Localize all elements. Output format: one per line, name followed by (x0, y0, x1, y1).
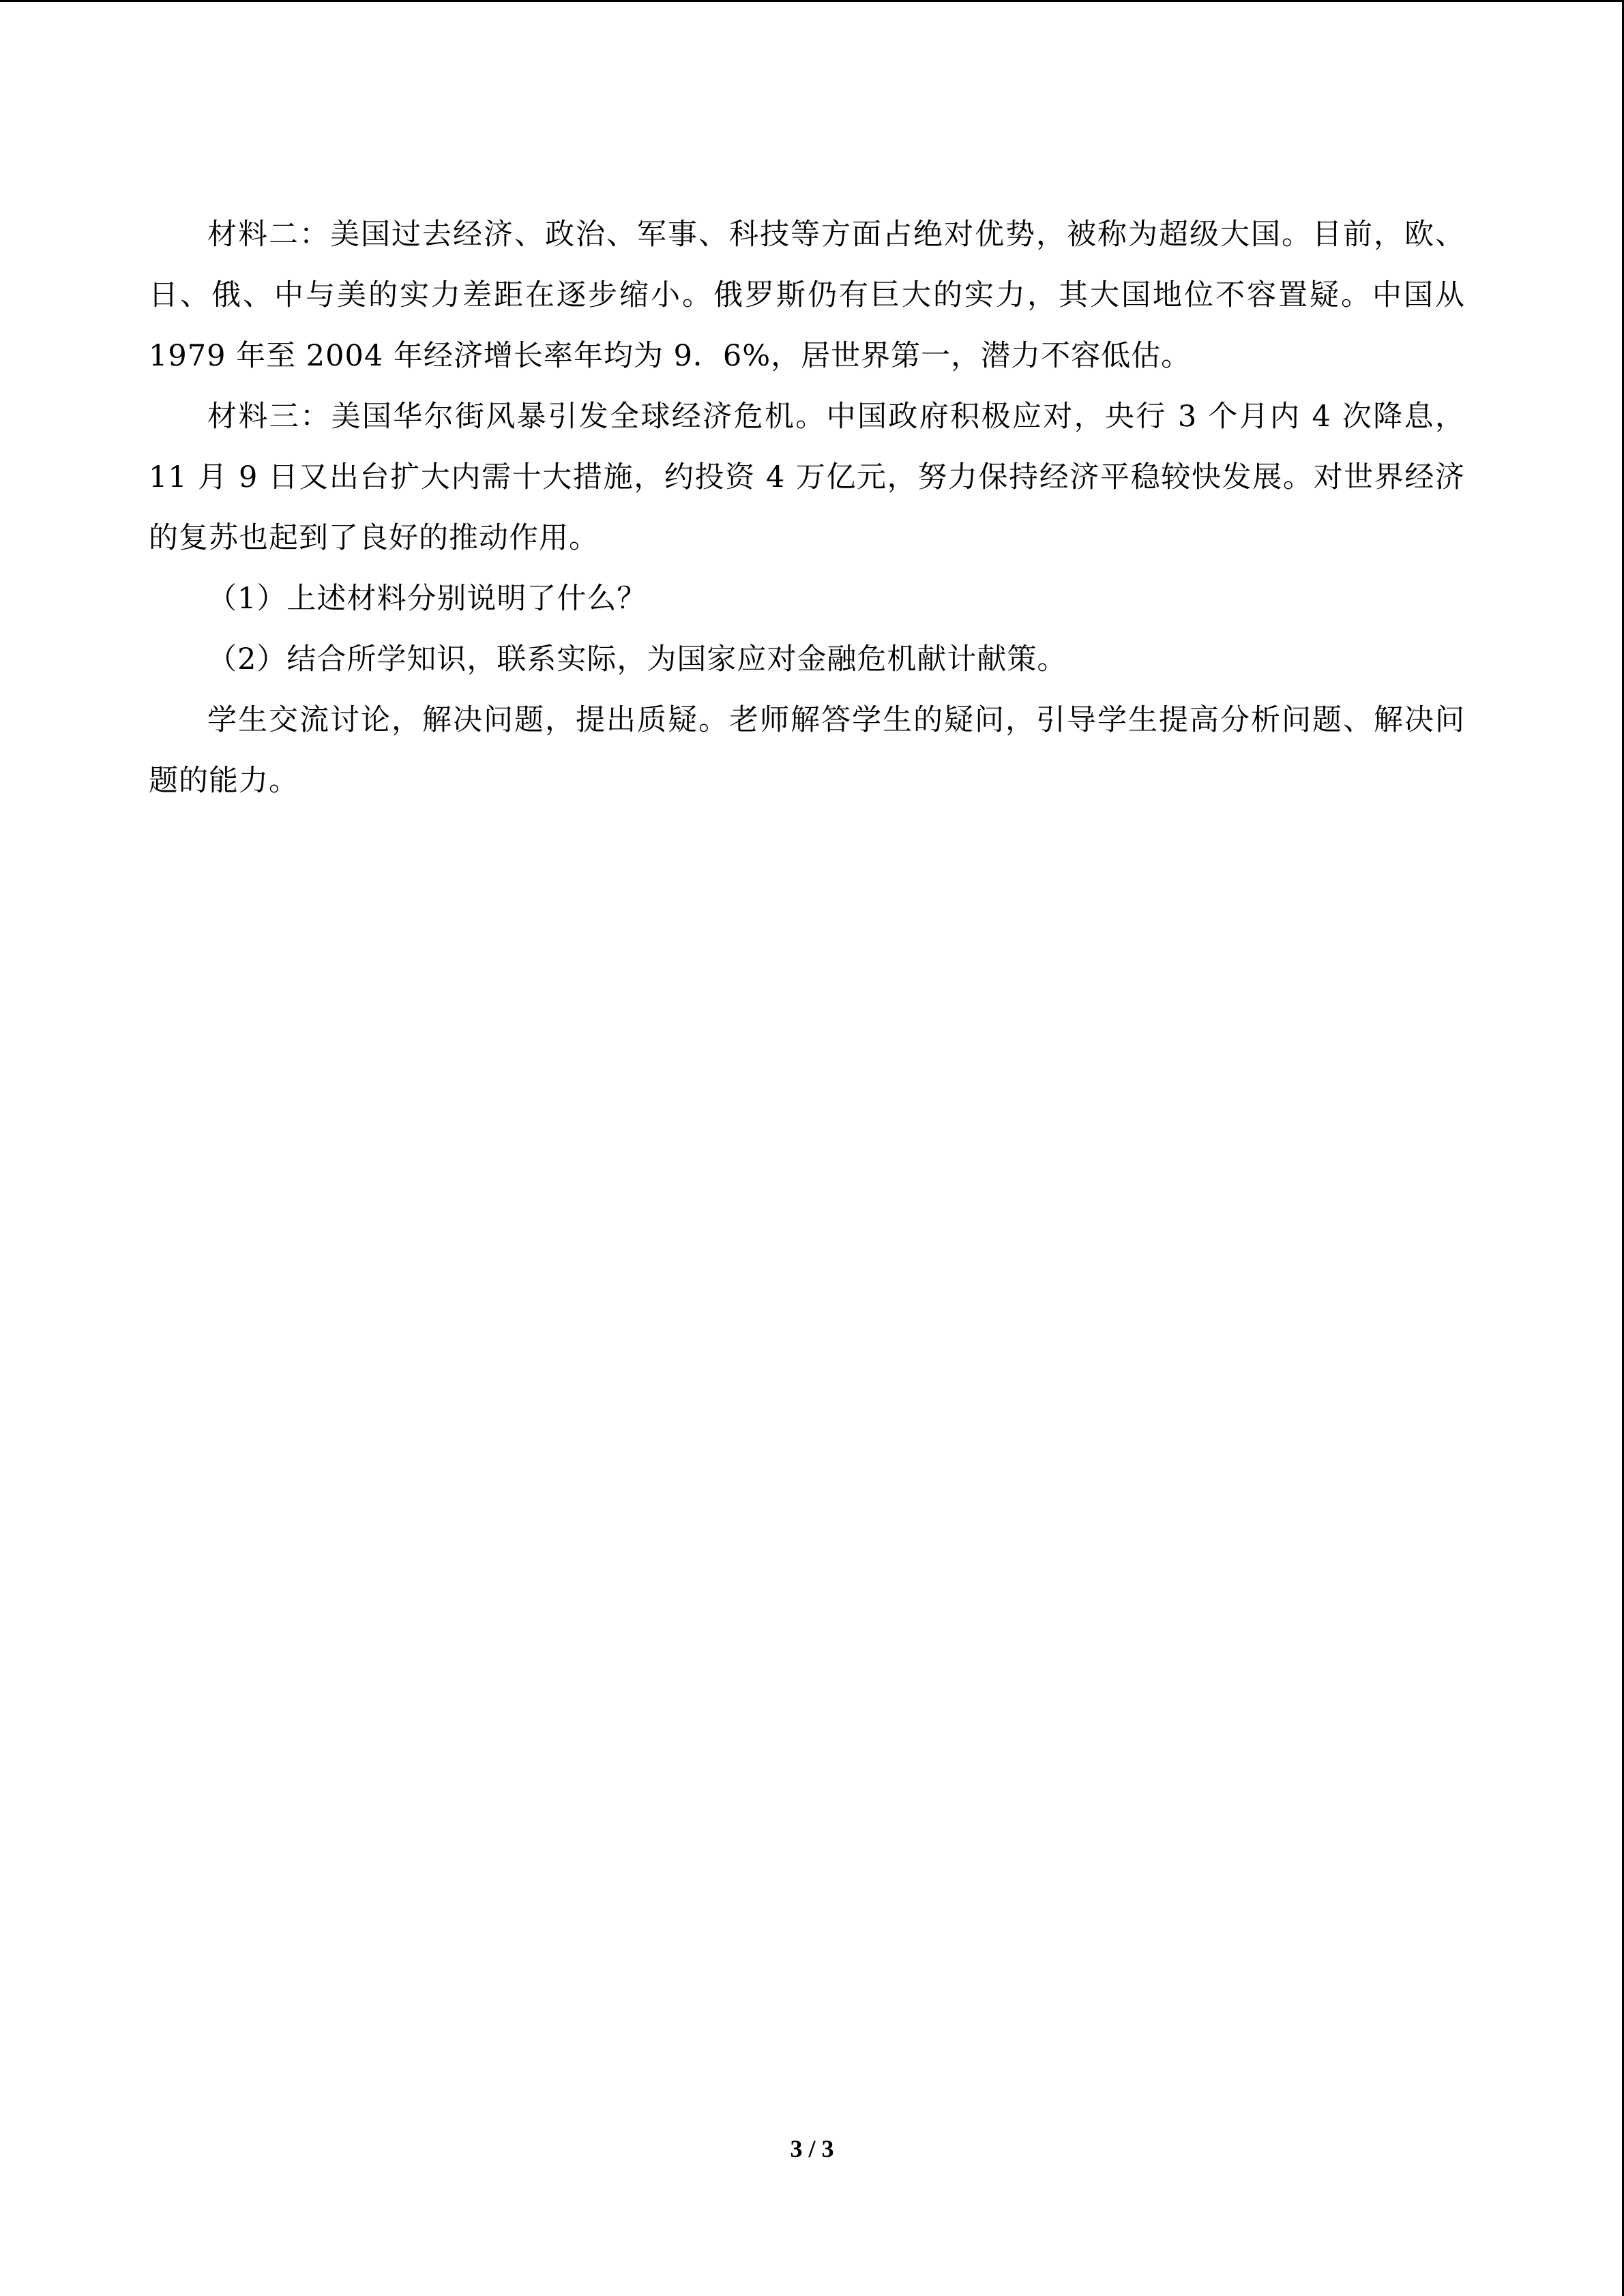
document-body (149, 205, 1465, 811)
paragraph-material-two: 材料二：美国过去经济、政治、军事、科技等方面占绝对优势，被称为超级大国。目前，欧、日、俄、中与美的实力差距在逐步缩小。俄罗斯仍有巨大的实力，其大国地位不容置疑。中国从 1979 年至 2004 年经济增长率年均为 9．6%，居世界第一，潜力不容低估。 (149, 218, 1465, 373)
page-number: 3 / 3 (790, 2135, 834, 2162)
paragraph-discussion: 学生交流讨论，解决问题，提出质疑。老师解答学生的疑问，引导学生提高分析问题、解决问题的能力。 (149, 703, 1465, 798)
page-border-top (0, 0, 1624, 2)
question-one: （1）上述材料分别说明了什么？ (207, 582, 647, 616)
paragraph-material-three: 材料三：美国华尔街风暴引发全球经济危机。中国政府积极应对，央行 3 个月内 4 次降息，11 月 9 日又出台扩大内需十大措施，约投资 4 万亿元，努力保持经济平稳较快发展。对世界经济的复苏也起到了良好的推动作用。 (149, 400, 1465, 555)
question-two: （2）结合所学知识，联系实际，为国家应对金融危机献计献策。 (207, 642, 1067, 676)
